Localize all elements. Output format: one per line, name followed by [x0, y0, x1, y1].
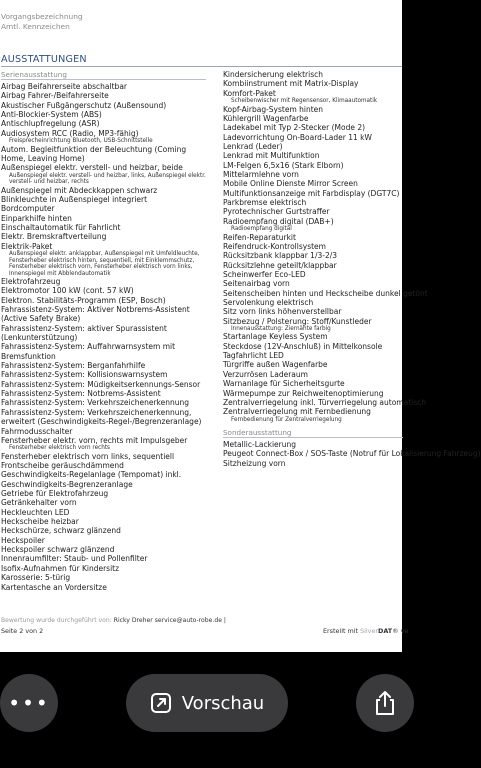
equipment-item: Einparkhilfe hinten — [1, 213, 72, 223]
equipment-item: Elektron. Stabilitäts-Programm (ESP, Bosch) — [1, 295, 166, 305]
equipment-item: Frontscheibe geräuschdämmend — [1, 461, 124, 471]
equipment-item: Akustischer Fußgängerschutz (Außensound) — [1, 100, 167, 110]
equipment-item: Reifen-Reparaturkit — [223, 232, 296, 242]
equipment-subitem: Scheibenwischer mit Regensensor, Klimaautomatik — [231, 98, 378, 105]
equipment-item: Airbag Beifahrerseite abschaltbar — [1, 82, 127, 91]
equipment-item: Blinkleuchte in Außenspiegel integriert — [1, 194, 148, 204]
equipment-item: Komfort-Paket — [223, 88, 276, 98]
equipment-item: Fahrassistenz-System: Verkehrszeichenerkennung, erweitert (Geschwindigkeits-Regel-/Begrenzeranlage) — [1, 407, 202, 427]
equipment-item: LM-Felgen 6,5x16 (Stark Elborn) — [223, 160, 344, 170]
equipment-item: Servolenkung elektrisch — [223, 297, 314, 307]
equipment-subitem: Außenspiegel elektr. anklappbar, Außenspiegel mit Umfeldleuchte, Fensterheber elektrisch hinten, sequentiell, mit Einklemmschutz, Fensterheber elektrisch vorn, Fensterheber elektrisch vorn links, Innenspiegel mit Abblendautomatik — [9, 251, 200, 277]
equipment-item: Peugeot Connect-Box / SOS-Taste (Notruf für Lokalisierung Fahrzeug) — [223, 449, 481, 459]
brand-dat: DAT — [378, 627, 393, 635]
equipment-item: Airbag Fahrer-/Beifahrerseite — [1, 91, 109, 101]
equipment-item: Heckleuchten LED — [1, 507, 70, 517]
equipment-item: Lenkrad (Leder) — [223, 141, 283, 151]
equipment-item: Seitenairbag vorn — [223, 279, 290, 289]
equipment-item: Mittelarmlehne vorn — [223, 169, 299, 179]
equipment-item: Fensterheber elektrisch vorn links, sequentiell — [1, 451, 175, 461]
equipment-item: Fahrassistenz-System: aktiver Spurassistent (Lenkunterstützung) — [1, 323, 167, 343]
equipment-item: Scheinwerfer Eco-LED — [223, 269, 306, 279]
footer-evaluator-email[interactable]: service@auto-robe.de | — [154, 617, 226, 624]
section-heading-sonderausstattung: Sonderausstattung — [223, 428, 403, 438]
equipment-item: Sitzheizung vorn — [223, 458, 286, 468]
equipment-list-right — [223, 70, 428, 423]
equipment-item: Innenraumfilter: Staub- und Pollenfilter — [1, 554, 148, 564]
equipment-item: Ladekabel mit Typ 2-Stecker (Mode 2) — [223, 123, 366, 133]
equipment-item: Fahrassistenz-System: Müdigkeitserkennungs-Sensor — [1, 379, 201, 389]
equipment-item: Heckspoiler — [1, 535, 45, 545]
equipment-item: Elektromotor 100 kW (cont. 57 kW) — [1, 286, 134, 296]
equipment-item: Parkbremse elektrisch — [223, 197, 307, 207]
equipment-list-special — [223, 440, 481, 468]
brand-tail: ® ve — [392, 627, 409, 635]
equipment-subitem: Innenausstattung: Ziernähte farbig — [231, 325, 331, 332]
equipment-item: Kopf-Airbag-System hinten — [223, 104, 324, 114]
right-column — [223, 70, 481, 468]
more-options-button[interactable] — [0, 674, 58, 732]
equipment-item: Fahrassistenz-System: Kollisionswarnsystem — [1, 370, 168, 380]
equipment-item: Fahrassistenz-System: Berganfahrhilfe — [1, 361, 146, 371]
equipment-item: Fahrassistenz-System: Auffahrwarnsystem mit Bremsfunktion — [1, 342, 176, 361]
equipment-item: Sitzbezug / Polsterung: Stoff/Kunstleder — [223, 316, 372, 326]
equipment-item: Heckspoiler schwarz glänzend — [1, 545, 115, 555]
equipment-item: Einschaltautomatik für Fahrlicht — [1, 222, 121, 232]
section-title: AUSSTATTUNGEN — [1, 54, 87, 65]
equipment-item: Zentralverriegelung mit Fernbedienung — [223, 407, 371, 417]
preview-button[interactable] — [126, 674, 288, 732]
equipment-item: Fahrassistenz-System: Notbrems-Assistent — [1, 389, 161, 399]
header-line-2: Amtl. Kennzeichen — [1, 21, 70, 31]
equipment-item: Getriebe für Elektrofahrzeug — [1, 489, 109, 499]
equipment-item: Elektr. Bremskraftverteilung — [1, 232, 107, 242]
equipment-item: Türgriffe außen Wagenfarbe — [223, 360, 328, 370]
equipment-item: Zentralverriegelung inkl. Türverriegelung automatisch — [223, 397, 427, 407]
equipment-item: Isofix-Aufnahmen für Kindersitz — [1, 563, 120, 573]
footer-page-number: Seite 2 von 2 — [1, 627, 44, 635]
equipment-item: Rücksitzbank klappbar 1/3-2/3 — [223, 251, 338, 261]
equipment-item: Kühlergrill Wagenfarbe — [223, 113, 309, 123]
title-divider — [1, 66, 402, 67]
equipment-item: Mobile Online Dienste Mirror Screen — [223, 179, 358, 189]
equipment-item: Elektrik-Paket — [1, 241, 53, 251]
equipment-item: Seitenscheiben hinten und Heckscheibe dunkel getönt — [223, 288, 428, 298]
equipment-item: Startanlage Keyless System — [223, 332, 328, 342]
equipment-item: Heckschürze, schwarz glänzend — [1, 526, 121, 536]
left-column — [1, 70, 206, 592]
equipment-item: Fensterheber elektr. vorn, rechts mit Impulsgeber — [1, 435, 188, 445]
preview-label: Vorschau — [181, 692, 265, 714]
footer-evaluator-label: Bewertung wurde durchgeführt von: — [1, 617, 112, 624]
footer-evaluator-name: Ricky Dreher — [113, 617, 153, 624]
equipment-item: Rücksitzlehne geteilt/klappbar — [223, 260, 337, 270]
equipment-item: Karosserie: 5-türig — [1, 573, 71, 583]
equipment-item: Fahrassistenz-System: Verkehrszeichenerkennung — [1, 398, 190, 408]
open-external-icon — [150, 692, 172, 714]
equipment-item: Anti-Blockier-System (ABS) — [1, 110, 102, 120]
equipment-item: Lenkrad mit Multifunktion — [223, 151, 320, 161]
equipment-item: Tagfahrlicht LED — [223, 351, 284, 361]
equipment-item: Sitz vorn links höhenverstellbar — [223, 307, 342, 317]
share-button[interactable] — [356, 674, 414, 732]
equipment-item: Antischlupfregelung (ASR) — [1, 119, 100, 129]
equipment-item: Fahrmodusschalter — [1, 426, 73, 436]
header-line-1: Vorgangsbezeichnung — [1, 12, 83, 21]
equipment-item: Kindersicherung elektrisch — [223, 70, 323, 79]
footer-created-with — [323, 627, 408, 635]
equipment-item: Kombiinstrument mit Matrix-Display — [223, 79, 359, 89]
equipment-item: Kartentasche an Vordersitze — [1, 582, 107, 592]
equipment-item: Warnanlage für Sicherheitsgurte — [223, 379, 345, 389]
equipment-item: Multifunktionsanzeige mit Farbdisplay (DGT7C) — [223, 188, 400, 198]
equipment-item: Bordcomputer — [1, 204, 55, 214]
equipment-item: Getränkehalter vorn — [1, 498, 77, 508]
ellipsis-icon: ••• — [8, 691, 50, 715]
brand-silver: Silver — [360, 627, 379, 635]
equipment-item: Heckscheibe heizbar — [1, 517, 79, 527]
equipment-subitem: Außenspiegel elektr. verstell- und heizbar, links, Außenspiegel elektr. verstell- und heizbar, rechts — [9, 172, 206, 186]
footer-evaluator — [1, 617, 226, 624]
equipment-item: Geschwindigkeits-Regelanlage (Tempomat) inkl. Geschwindigkeits-Begrenzeranlage — [1, 470, 182, 489]
equipment-subitem: Fensterheber elektrisch vorn rechts — [9, 445, 111, 452]
section-heading-serienausstattung: Serienausstattung — [1, 70, 206, 80]
equipment-item: Ladevorrichtung On-Board-Lader 11 kW — [223, 132, 372, 142]
equipment-item: Außenspiegel elektr. verstell- und heizbar, beide — [1, 163, 183, 173]
equipment-item: Metallic-Lackierung — [223, 440, 296, 450]
equipment-list-left — [1, 82, 206, 592]
equipment-item: Wärmepumpe zur Reichweitenoptimierung — [223, 388, 384, 398]
equipment-item: Verzurrösen Laderaum — [223, 369, 308, 379]
equipment-item: Fahrassistenz-System: Aktiver Notbrems-Assistent (Active Safety Brake) — [1, 305, 190, 324]
equipment-subitem: Freisprecheinrichtung Bluetooth, USB-Schnittstelle — [9, 138, 153, 145]
equipment-item: Pyrotechnischer Gurtstraffer — [223, 207, 330, 217]
equipment-item: Außenspiegel mit Abdeckkappen schwarz — [1, 185, 158, 195]
equipment-item: Elektrofahrzeug — [1, 277, 61, 286]
equipment-subitem: Fernbedienung für Zentralverriegelung — [231, 416, 342, 423]
equipment-item: Steckdose (12V-Anschluß) in Mittelkonsole — [223, 341, 383, 351]
equipment-item: Autom. Begleitfunktion der Beleuchtung (Coming Home, Leaving Home) — [1, 144, 187, 163]
footer-created-label: Erstellt mit — [323, 627, 359, 635]
equipment-item: Reifendruck-Kontrollsystem — [223, 241, 326, 251]
equipment-item: Radioempfang digital (DAB+) — [223, 216, 334, 226]
share-icon — [373, 690, 397, 716]
equipment-subitem: Radioempfang digital — [231, 226, 292, 232]
equipment-item: Audiosystem RCC (Radio, MP3-fähig) — [1, 128, 139, 138]
document-header — [1, 12, 83, 31]
